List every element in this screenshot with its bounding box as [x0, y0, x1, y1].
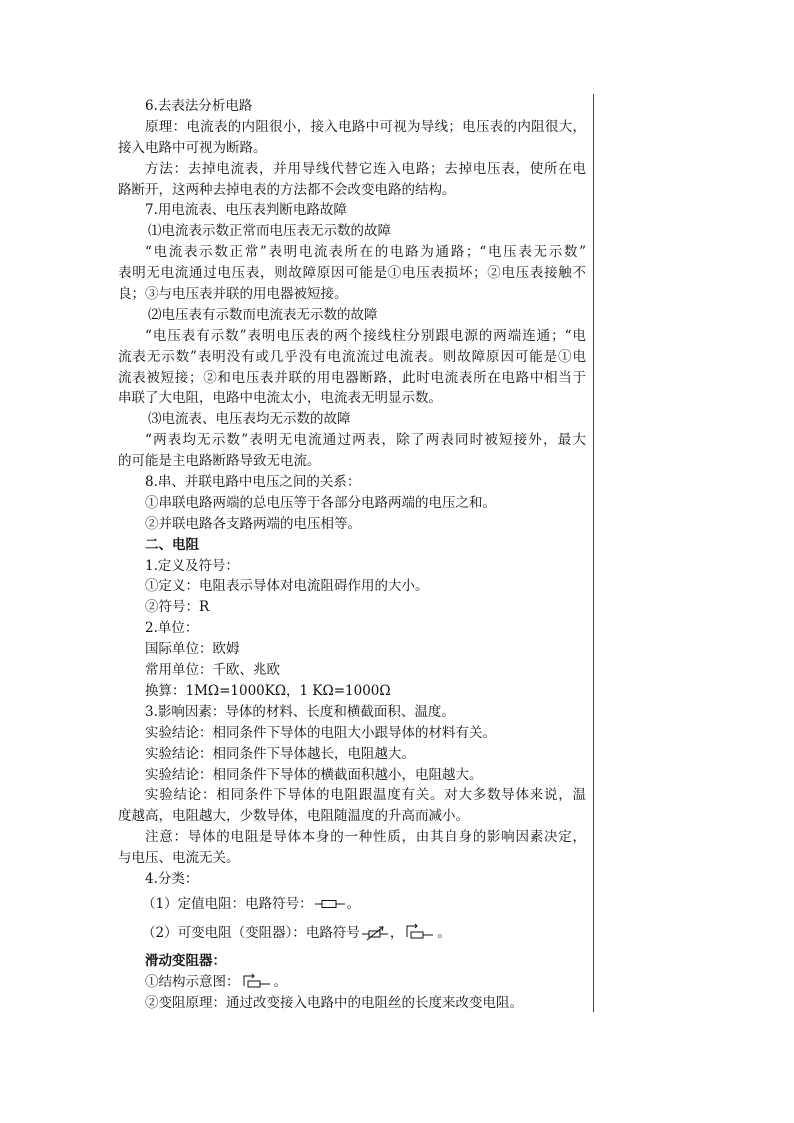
fixed-resistor-icon	[315, 899, 345, 909]
rheostat-icon	[405, 923, 435, 943]
paragraph-line: 原理：电流表的内阻很小，接入电路中可视为导线；电压表的内阻很大，	[145, 118, 586, 135]
list-item: ②并联电路各支路两端的电压相等。	[145, 515, 361, 532]
punctuation: 。	[273, 973, 287, 990]
paragraph-line: “两表均无示数”表明无电流通过两表，除了两表同时被短接外，最大	[145, 432, 586, 449]
paragraph-line: 流表无示数”表明没有或几乎没有电流流过电流表。则故障原因可能是①电	[118, 348, 586, 365]
punctuation: 。	[437, 924, 451, 941]
fixed-resistor-label: （1）定值电阻：电路符号：	[142, 895, 313, 912]
paragraph-line: 与电压、电流无关。	[118, 850, 240, 867]
punctuation: ，	[389, 924, 404, 941]
variable-resistor-label: （2）可变电阻（变阻器）：电路符号	[142, 924, 360, 941]
section-title-resistance: 二、电阻	[145, 536, 199, 553]
paragraph-line: 表明无电流通过电压表，则故障原因可能是①电压表损坏；②电压表接触不	[118, 265, 586, 282]
paragraph-line: 度越高，电阻越大，少数导体，电阻随温度的升高而减小。	[118, 808, 469, 825]
structure-line	[118, 972, 586, 993]
paragraph-line: 路断开，这两种去掉电表的方法都不会改变电路的结构。	[118, 181, 456, 198]
rheostat-title: 滑动变阻器：	[145, 952, 226, 969]
heading-seven: 7.用电流表、电压表判断电路故障	[145, 202, 347, 219]
variable-resistor-line	[118, 918, 586, 948]
subheading: ⑵电压表有示数而电流表无示数的故障	[148, 306, 378, 323]
structure-label: ①结构示意图：	[145, 973, 240, 990]
paragraph-line: “电压表有示数”表明电压表的两个接线柱分别跟电源的两端连通；“电	[145, 327, 586, 344]
paragraph-line: 良；③与电压表并联的用电器被短接。	[118, 286, 348, 303]
heading: 2.单位：	[145, 620, 199, 637]
rheostat-structure-icon	[242, 973, 272, 991]
list-item: 国际单位：欧姆	[145, 641, 240, 658]
heading-six: 6.去表法分析电路	[145, 98, 253, 114]
list-item: ①串联电路两端的总电压等于各部分电路两端的电压之和。	[145, 494, 496, 511]
heading: 4.分类：	[145, 870, 199, 887]
paragraph-line: 的可能是主电路断路导致无电流。	[118, 453, 321, 470]
principle-line: ②变阻原理：通过改变接入电路中的电阻丝的长度来改变电阻。	[145, 994, 523, 1011]
paragraph-line: 接入电路中可视为断路。	[118, 139, 267, 156]
list-item: 常用单位：千欧、兆欧	[145, 662, 280, 679]
subheading: ⑴电流表示数正常而电压表无示数的故障	[148, 223, 391, 240]
note-line: 注意：导体的电阻是导体本身的一种性质，由其自身的影响因素决定，	[145, 829, 586, 846]
experiment-conclusion: 实验结论：相同条件下导体的电阻跟温度有关。对大多数导体来说，温	[145, 787, 586, 804]
heading-eight: 8.串、并联电路中电压之间的关系：	[145, 474, 361, 491]
experiment-conclusion: 实验结论：相同条件下导体越长，电阻越大。	[145, 745, 415, 762]
unit-conversion: 换算：1MΩ=1000KΩ，1 KΩ=1000Ω	[145, 682, 391, 699]
experiment-conclusion: 实验结论：相同条件下导体的横截面积越小，电阻越大。	[145, 766, 483, 783]
subheading: ⑶电流表、电压表均无示数的故障	[148, 411, 351, 428]
heading: 1.定义及符号：	[145, 557, 239, 574]
list-item: ②符号：R	[145, 599, 210, 616]
variable-resistor-icon	[362, 924, 388, 942]
paragraph-line: 方法：去掉电流表，并用导线代替它连入电路；去掉电压表，使所在电	[145, 160, 586, 177]
document-body	[118, 96, 586, 1014]
paragraph-line: 流表被短接；②和电压表并联的用电器断路，此时电流表所在电路中相当于	[118, 369, 586, 386]
column-divider	[593, 94, 594, 1012]
experiment-conclusion: 实验结论：相同条件下导体的电阻大小跟导体的材料有关。	[145, 724, 496, 741]
paragraph-line: 串联了大电阻，电路中电流太小，电流表无明显示数。	[118, 390, 442, 407]
heading: 3.影响因素：导体的材料、长度和横截面积、温度。	[145, 703, 455, 720]
paragraph-line: “电流表示数正常”表明电流表所在的电路为通路；“电压表无示数”	[145, 244, 586, 261]
punctuation: 。	[346, 895, 361, 912]
list-item: ①定义：电阻表示导体对电流阻碍作用的大小。	[145, 578, 429, 595]
fixed-resistor-line	[118, 890, 586, 918]
